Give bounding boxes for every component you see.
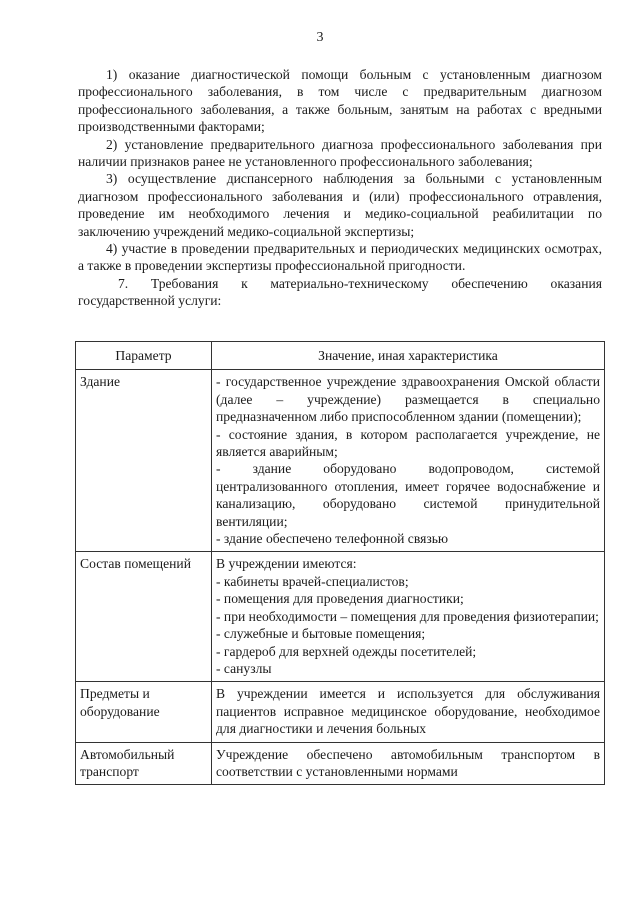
requirements-heading: 7. Требования к материально-техническому обеспечению оказания государственной услуги: [78, 275, 602, 309]
table-row-equipment [76, 682, 605, 742]
value-rooms [212, 552, 605, 682]
requirements-table [75, 341, 605, 785]
value-line: - кабинеты врачей-специалистов; [216, 573, 409, 589]
value-line: - санузлы [216, 660, 272, 676]
value-line: В учреждении имеются: [216, 556, 357, 572]
value-line: - состояние здания, в котором располагается учреждение, не является аварийным; [216, 426, 600, 460]
column-header-parameter: Параметр [76, 342, 212, 370]
paragraph-3: 3) осуществление диспансерного наблюдения за больными с установленным диагнозом профессионального заболевания и (или) профессионального отравления, проведение им необходимого лечения и медико-социальной реабилитации по заключению учреждений медико-социальной экспертизы; [78, 171, 602, 239]
param-equipment: Предметы и оборудование [76, 682, 212, 742]
param-building: Здание [76, 370, 212, 552]
value-transport [212, 742, 605, 785]
body-text [78, 66, 602, 310]
value-line: - государственное учреждение здравоохранения Омской области (далее – учреждение) размещается в специально предназначенном либо приспособленном здании (помещении); [216, 374, 600, 425]
value-equipment [212, 682, 605, 742]
column-header-value: Значение, иная характеристика [212, 342, 605, 370]
table-row-transport [76, 742, 605, 785]
paragraph-4: 4) участие в проведении предварительных и периодических медицинских осмотрах, а также в проведении экспертизы профессиональной пригодности. [78, 241, 602, 274]
value-line: В учреждении имеется и используется для обслуживания пациентов исправное медицинское оборудование, необходимое для диагностики и лечения больных [216, 686, 600, 737]
value-line: - служебные и бытовые помещения; [216, 626, 426, 642]
paragraph-1: 1) оказание диагностической помощи больным с установленным диагнозом профессионального заболевания, в том числе с предварительным диагнозом профессионального заболевания, а также больным, занятым на работах с вредными производственными факторами; [78, 67, 602, 135]
value-line: Учреждение обеспечено автомобильным транспортом в соответствии с установленными нормами [216, 746, 600, 779]
value-line: - помещения для проведения диагностики; [216, 591, 464, 607]
value-line: - при необходимости – помещения для проведения физиотерапии; [216, 608, 599, 624]
table-header-row [76, 342, 605, 370]
value-line: - здание оборудовано водопроводом, системой централизованного отопления, имеет горячее водоснабжение и канализацию, оборудовано системой принудительной вентиляции; [216, 461, 600, 529]
value-building [212, 370, 605, 552]
param-rooms: Состав помещений [76, 552, 212, 682]
table-row-building [76, 370, 605, 552]
paragraph-2: 2) установление предварительного диагноза профессионального заболевания при наличии признаков ранее не установленного профессионального заболевания; [78, 136, 602, 170]
param-transport: Автомобильный транспорт [76, 742, 212, 785]
page-number: 3 [316, 30, 324, 45]
table-row-rooms [76, 552, 605, 682]
value-line: - здание обеспечено телефонной связью [216, 531, 449, 547]
value-line: - гардероб для верхней одежды посетителей; [216, 643, 477, 659]
